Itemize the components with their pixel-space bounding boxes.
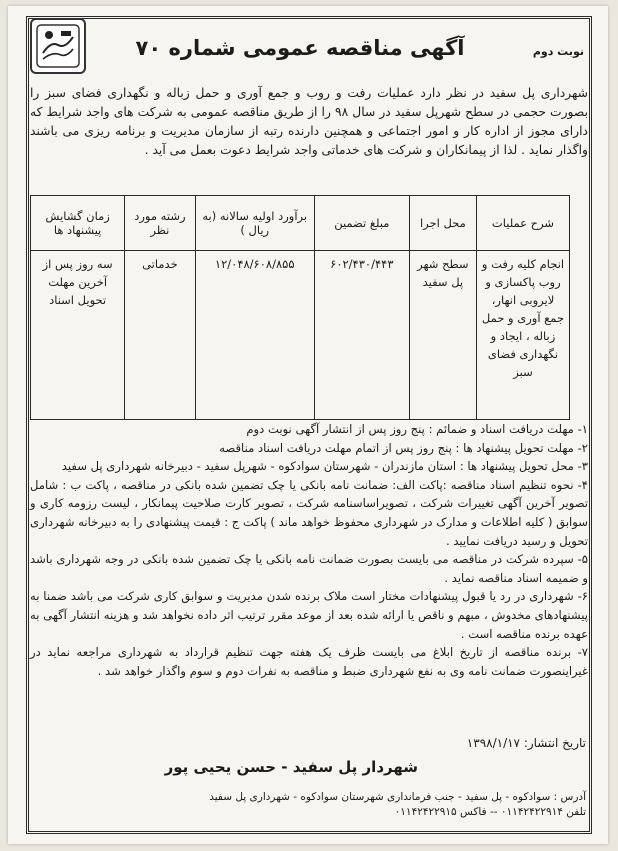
intro-paragraph: شهرداری پل سفید در نظر دارد عملیات رفت و روب و جمع آوری و حمل زباله و نگهداری فضای سبز را بصورت حجمی در سطح شهرپل سفید در سال ۹۸ را از طریق مناقصه عمومی به شرکت های واجد شرایط که دارای مجوز از اداره کار و امور اجتماعی و همچنین دارنده رتبه از سازمان مدیریت و برنامه ریزی می باشند واگذار نماید . لذا از پیمانکاران و شرکت های خدماتی واجد شرایط دعوت بعمل می آید .: [30, 86, 588, 157]
condition-item: ۳- محل تحویل پیشنهاد ها : استان مازندران - شهرستان سوادکوه - شهرپل سفید - دبیرخانه شهرداری پل سفید: [61, 459, 588, 474]
signer-name: شهردار پل سفید - حسن یحیی پور: [164, 758, 418, 776]
header-location: محل اجرا: [409, 196, 476, 251]
condition-item: ۷- برنده مناقصه از تاریخ ابلاغ می بایست ظرف یک هفته جهت تنظیم قرارداد به شهرداری مراجعه نماید در غیراینصورت ضمانت نامه وی به نفع شهرداری ضبط و مناقصه به نفرات دوم و سوم واگذار خواهد شد .: [30, 645, 588, 678]
round-label: نوبت دوم: [532, 45, 584, 58]
page-title: آگهی مناقصه عمومی شماره ۷۰: [135, 36, 465, 60]
cell-location: سطح شهر پل سفید: [409, 251, 476, 420]
condition-item: ۶- شهرداری در رد یا قبول پیشنهادات مختار است ملاک برنده شدن مدیریت و سوابق کاری شرکت می باشد ضمنا به پیشنهادهای مخدوش ، مبهم و ناقص یا ارائه شده بعد از موعد مقرر ترتیب اثر داده نخواهد شد و هزینه انتشار آگهی به عهده برنده مناقصه است .: [30, 589, 588, 641]
table-row: [31, 251, 570, 420]
cell-guarantee: ۶۰۲/۴۳۰/۴۴۳: [314, 251, 409, 420]
municipality-emblem-icon: [30, 18, 86, 74]
cell-description: انجام کلیه رفت و روب پاکسازی و لایروبی انهار، جمع آوری و حمل زباله ، ایجاد و نگهداری فضای سبز: [476, 251, 569, 420]
contact-block: [209, 790, 586, 820]
address-text: آدرس : سوادکوه - پل سفید - جنب فرمانداری شهرستان سوادکوه - شهرداری پل سفید: [209, 791, 586, 803]
header-description: شرح عملیات: [476, 196, 569, 251]
operations-table: [30, 195, 570, 420]
condition-item: ۵- سپرده شرکت در مناقصه می بایست بصورت ضمانت نامه بانکی یا چک تضمین شده بانکی در وجه شهرداری باشد و ضمیمه اسناد مناقصه نماید .: [30, 552, 588, 585]
cell-field: خدماتی: [125, 251, 195, 420]
cell-opening-time: سه روز پس از آخرین مهلت تحویل اسناد: [31, 251, 125, 420]
table-header-row: [31, 196, 570, 251]
header-field: رشته مورد نظر: [125, 196, 195, 251]
condition-item: ۴- نحوه تنظیم اسناد مناقصه :پاکت الف: ضمانت نامه بانکی یا چک تضمین شده بانکی در مناقصه ، پاکت ب : شامل تصویر آخرین آگهی تغییرات شرکت ، تصویراساسنامه شرکت ، تصویر کارت صلاحیت پیمانکار ، لیست رزومه کاری و سوابق ( کلیه اطلاعات و مدارک در شهرداری محفوظ خواهد ماند ) پاکت ج : قیمت پیشنهادی را به دبیرخانه شهرداری تحویل و رسید دریافت نمایید .: [30, 477, 588, 548]
header-estimate: برآورد اولیه سالانه (به ریال ): [195, 196, 314, 251]
conditions-list: [30, 420, 588, 680]
header-guarantee: مبلغ تضمین: [314, 196, 409, 251]
phone-text: تلفن ۰۱۱۴۲۴۲۲۹۱۴ -- فاکس ۰۱۱۴۲۴۲۲۹۱۵: [394, 806, 586, 818]
cell-estimate: ۱۲/۰۴۸/۶۰۸/۸۵۵: [195, 251, 314, 420]
header-opening-time: زمان گشایش پیشنهاد ها: [31, 196, 125, 251]
condition-item: ۱- مهلت دریافت اسناد و ضمائم : پنج روز پس از انتشار آگهی نوبت دوم: [246, 422, 588, 436]
publish-date: تاریخ انتشار: ۱۳۹۸/۱/۱۷: [466, 736, 586, 750]
condition-item: ۲- مهلت تحویل پیشنهاد ها : پنج روز پس از اتمام مهلت دریافت اسناد مناقصه: [219, 440, 588, 455]
